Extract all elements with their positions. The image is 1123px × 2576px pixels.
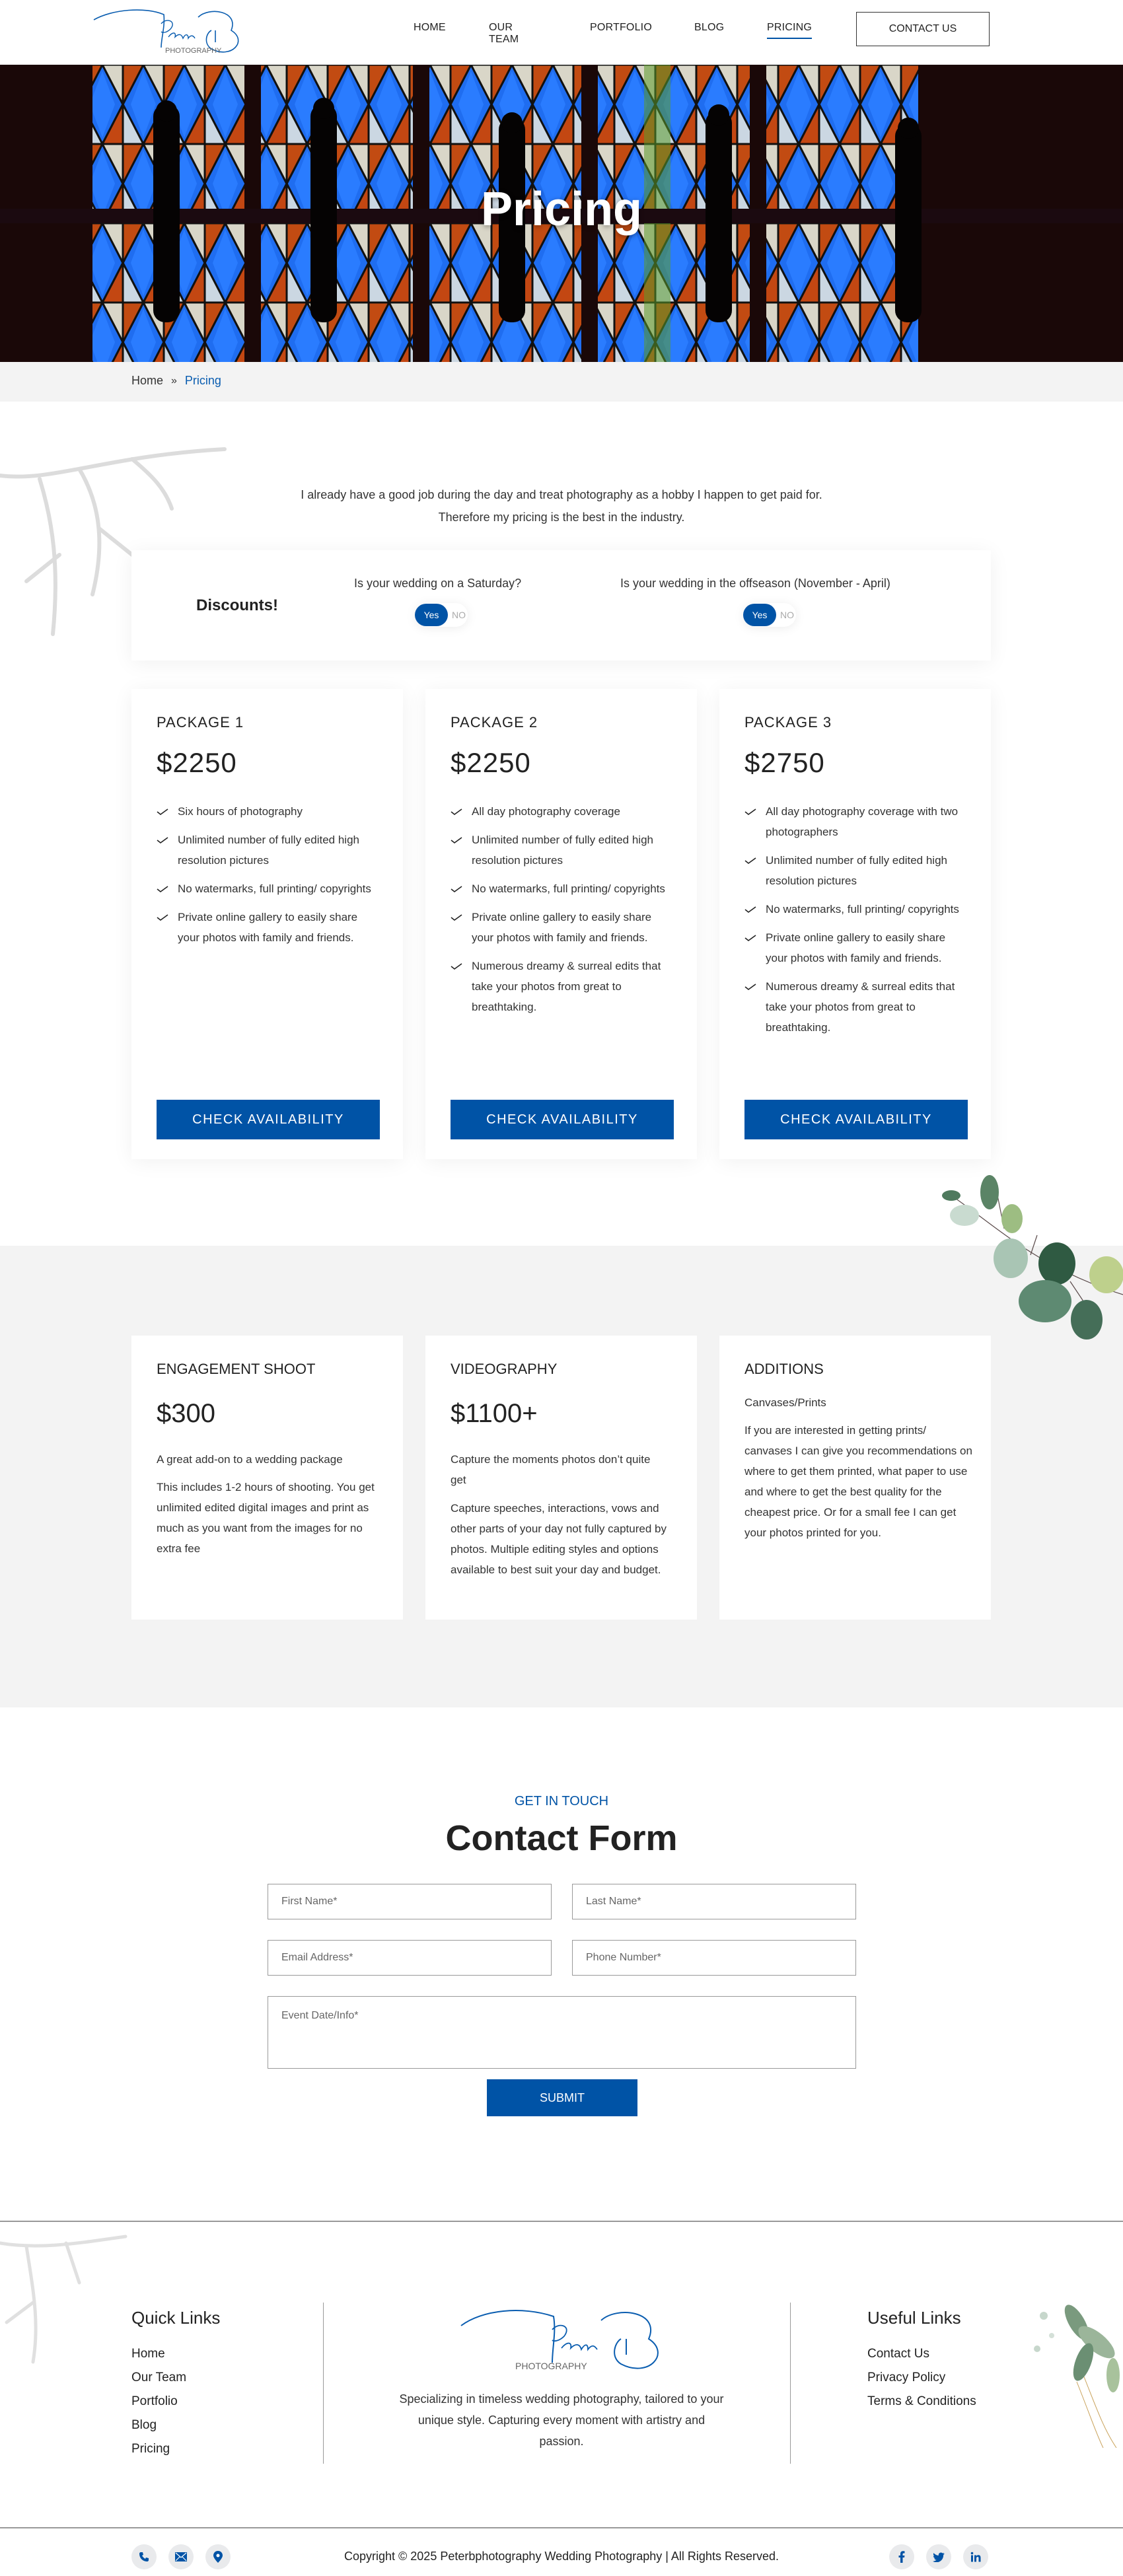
footer-link-contact-us[interactable]: Contact Us — [867, 2347, 929, 2361]
quick-links-title: Quick Links — [131, 2308, 221, 2328]
footer-divider-right — [790, 2303, 791, 2464]
feature-item: No watermarks, full printing/ copyrights — [157, 878, 381, 899]
addon-description: If you are interested in getting prints/ canvases I can give you recommendations on where to get them printed, what paper to use and where to get the best quality for the cheapest price. Or for a small fee I can get your photos printed for you. — [744, 1424, 972, 1539]
feature-item: Unlimited number of fully edited high resolution pictures — [744, 850, 969, 891]
hero-banner — [0, 65, 1123, 362]
breadcrumb-home[interactable]: Home — [131, 374, 164, 387]
feature-item: All day photography coverage — [451, 801, 675, 822]
footer-about-text: Specializing in timeless wedding photography, tailored to your unique style. Capturing every moment with artistry and passion. — [399, 2392, 724, 2448]
feature-item: Private online gallery to easily share your photos with family and friends. — [744, 927, 969, 968]
package-name: PACKAGE 3 — [744, 714, 832, 731]
check-availability-button[interactable]: CHECK AVAILABILITY — [157, 1100, 380, 1139]
offseason-question: Is your wedding in the offseason (November - April) — [620, 577, 890, 590]
peter-b-logo-icon — [92, 4, 244, 57]
footer-logo[interactable] — [456, 2302, 667, 2375]
pricing-intro — [0, 483, 1123, 528]
checkmark-icon — [451, 885, 462, 893]
email-input[interactable]: Email Address* — [268, 1940, 552, 1976]
branch-shadow-decoration-icon — [0, 2223, 132, 2369]
svg-text:PHOTOGRAPHY: PHOTOGRAPHY — [515, 2361, 587, 2371]
check-availability-button[interactable]: CHECK AVAILABILITY — [451, 1100, 674, 1139]
footer-link-our-team[interactable]: Our Team — [131, 2371, 187, 2384]
discounts-card — [131, 550, 991, 661]
feature-item: All day photography coverage with two photographers — [744, 801, 969, 842]
footer-link-terms[interactable]: Terms & Conditions — [867, 2394, 976, 2408]
addon-card-engagement — [131, 1336, 403, 1620]
discounts-title: Discounts! — [196, 596, 279, 614]
package-price: $2250 — [157, 747, 237, 778]
addon-name: ENGAGEMENT SHOOT — [157, 1361, 316, 1377]
footer-bottom-divider — [0, 2527, 1123, 2528]
checkmark-icon — [451, 913, 462, 921]
package-features — [451, 801, 675, 1025]
checkmark-icon — [451, 962, 462, 970]
svg-text:PHOTOGRAPHY: PHOTOGRAPHY — [165, 47, 222, 55]
checkmark-icon — [157, 913, 168, 921]
twitter-icon[interactable] — [926, 2544, 951, 2569]
package-features — [744, 801, 969, 1046]
footer-link-privacy-policy[interactable]: Privacy Policy — [867, 2371, 946, 2384]
first-name-input[interactable]: First Name* — [268, 1884, 552, 1919]
addon-subtitle: Canvases/Prints — [744, 1396, 826, 1409]
footer-link-home[interactable]: Home — [131, 2347, 165, 2361]
site-logo[interactable] — [92, 4, 244, 57]
nav-pricing[interactable]: PRICING — [767, 22, 813, 33]
footer-link-blog[interactable]: Blog — [131, 2418, 157, 2432]
footer-link-portfolio[interactable]: Portfolio — [131, 2394, 178, 2408]
package-name: PACKAGE 1 — [157, 714, 244, 731]
page-title: Pricing — [480, 183, 643, 236]
saturday-question: Is your wedding on a Saturday? — [354, 577, 522, 590]
feature-item: Private online gallery to easily share your photos with family and friends. — [157, 907, 381, 948]
feature-item: Unlimited number of fully edited high resolution pictures — [451, 830, 675, 871]
intro-line-2: Therefore my pricing is the best in the industry. — [438, 511, 685, 524]
nav-home[interactable]: HOME — [414, 22, 446, 33]
package-card-1 — [131, 689, 403, 1159]
check-availability-button[interactable]: CHECK AVAILABILITY — [744, 1100, 968, 1139]
nav-portfolio[interactable]: PORTFOLIO — [590, 22, 652, 33]
package-name: PACKAGE 2 — [451, 714, 538, 731]
checkmark-icon — [157, 885, 168, 893]
checkmark-icon — [451, 808, 462, 816]
contact-title: Contact Form — [445, 1818, 678, 1858]
addon-name: ADDITIONS — [744, 1361, 824, 1377]
contact-eyebrow: GET IN TOUCH — [514, 1794, 609, 1808]
saturday-toggle[interactable] — [415, 603, 468, 627]
nav-blog[interactable]: BLOG — [694, 22, 725, 33]
facebook-icon[interactable] — [889, 2544, 914, 2569]
event-info-textarea[interactable]: Event Date/Info* — [268, 1996, 856, 2069]
package-card-2 — [425, 689, 697, 1159]
offseason-no-option[interactable]: NO — [780, 610, 794, 620]
package-price: $2250 — [451, 747, 531, 778]
feature-item: Numerous dreamy & surreal edits that take your photos from great to breathtaking. — [744, 976, 969, 1038]
saturday-yes-option[interactable]: Yes — [415, 604, 448, 626]
checkmark-icon — [744, 983, 756, 991]
package-features — [157, 801, 381, 956]
offseason-yes-option[interactable]: Yes — [743, 604, 776, 626]
addon-card-additions — [719, 1336, 991, 1620]
contact-us-button[interactable]: CONTACT US — [856, 12, 990, 46]
eucalyptus-leaves-decoration-icon — [938, 1169, 1123, 1354]
addon-description: This includes 1-2 hours of shooting. You get unlimited edited digital images and print as much as you want from the images for no extra fee — [157, 1481, 375, 1555]
feature-item: Six hours of photography — [157, 801, 381, 822]
phone-input[interactable]: Phone Number* — [572, 1940, 856, 1976]
package-card-3 — [719, 689, 991, 1159]
offseason-toggle[interactable] — [743, 603, 796, 627]
feature-item: Numerous dreamy & surreal edits that take your photos from great to breathtaking. — [451, 956, 675, 1017]
feature-item: Private online gallery to easily share your photos with family and friends. — [451, 907, 675, 948]
checkmark-icon — [744, 808, 756, 816]
feature-item: No watermarks, full printing/ copyrights — [744, 899, 969, 919]
addon-name: VIDEOGRAPHY — [451, 1361, 558, 1377]
checkmark-icon — [744, 906, 756, 913]
feature-item: Unlimited number of fully edited high resolution pictures — [157, 830, 381, 871]
breadcrumb-current: Pricing — [184, 374, 221, 387]
addon-card-videography — [425, 1336, 697, 1620]
linkedin-icon[interactable] — [963, 2544, 988, 2569]
last-name-input[interactable]: Last Name* — [572, 1884, 856, 1919]
footer-top-divider — [0, 2221, 1123, 2222]
checkmark-icon — [157, 808, 168, 816]
useful-links-title: Useful Links — [867, 2308, 961, 2328]
checkmark-icon — [157, 836, 168, 844]
submit-button[interactable]: SUBMIT — [487, 2079, 637, 2116]
addon-subtitle: Capture the moments photos don’t quite get — [451, 1453, 651, 1486]
saturday-no-option[interactable]: NO — [452, 610, 466, 620]
checkmark-icon — [744, 857, 756, 865]
site-header — [0, 0, 1123, 65]
addon-price: $1100+ — [451, 1399, 538, 1428]
breadcrumb-separator-icon: » — [171, 375, 177, 386]
addon-price: $300 — [157, 1399, 215, 1428]
addon-description: Capture speeches, interactions, vows and other parts of your day not fully captured by photos. Multiple editing styles and options available to best suit your day and budget. — [451, 1502, 667, 1576]
leaf-decoration-icon — [1004, 2289, 1123, 2448]
footer-link-pricing[interactable]: Pricing — [131, 2442, 170, 2456]
checkmark-icon — [451, 836, 462, 844]
nav-our-team[interactable]: OUR TEAM — [489, 22, 519, 45]
feature-item: No watermarks, full printing/ copyrights — [451, 878, 675, 899]
addon-subtitle: A great add-on to a wedding package — [157, 1453, 343, 1466]
breadcrumb — [0, 362, 1123, 402]
checkmark-icon — [744, 934, 756, 942]
footer-divider-left — [323, 2303, 324, 2464]
copyright-text: Copyright © 2025 Peterbphotography Wedding Photography | All Rights Reserved. — [344, 2550, 779, 2563]
intro-line-1: I already have a good job during the day and treat photography as a hobby I happen to get paid for. — [301, 488, 822, 501]
peter-b-logo-icon — [456, 2302, 667, 2375]
package-price: $2750 — [744, 747, 825, 778]
